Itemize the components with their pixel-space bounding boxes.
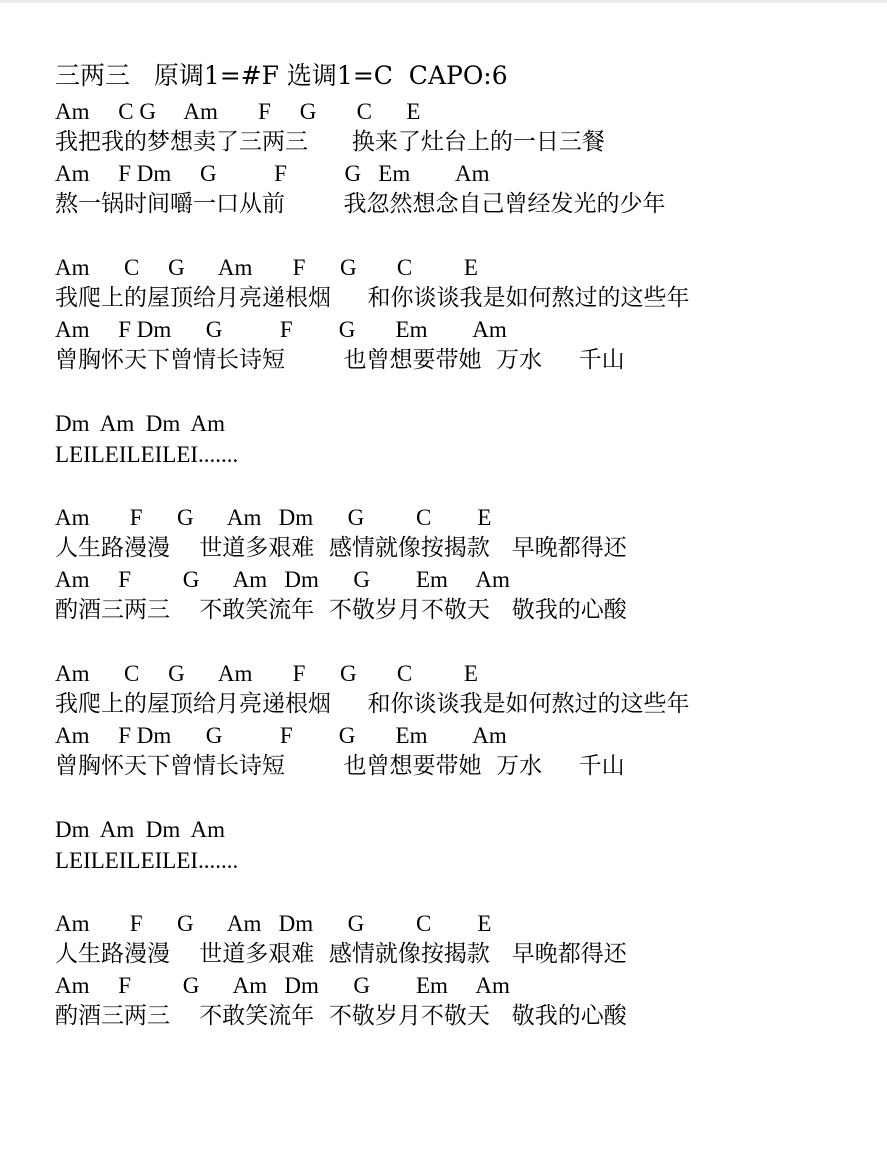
- section-gap: [55, 876, 875, 908]
- lyric-line: 曾胸怀天下曾情长诗短 也曾想要带她 万水 千山: [55, 753, 625, 779]
- song-title: 三两三 原调1=#F 选调1=C CAPO:6: [55, 61, 508, 90]
- section-gap: [55, 376, 875, 408]
- section-gap: [55, 470, 875, 502]
- section-gap: [55, 626, 875, 658]
- chord-line: Am F Dm G F G Em Am: [55, 723, 507, 748]
- lyric-line: 熬一锅时间嚼一口从前 我忽然想念自己曾经发光的少年: [55, 191, 666, 217]
- chord-line: Dm Am Dm Am: [55, 817, 225, 842]
- chord-line: Am F G Am Dm G C E: [55, 911, 492, 936]
- chord-line: Am F G Am Dm G C E: [55, 505, 492, 530]
- lyric-line: 曾胸怀天下曾情长诗短 也曾想要带她 万水 千山: [55, 347, 625, 373]
- chord-line: Am C G Am F G C E: [55, 255, 478, 280]
- lyric-line: LEILEILEILEI.......: [55, 848, 239, 873]
- chord-line: Am C G Am F G C E: [55, 99, 421, 124]
- lyric-line: 酌酒三两三 不敢笑流年 不敬岁月不敬天 敬我的心酸: [55, 1003, 627, 1029]
- chord-sheet: [55, 56, 875, 1032]
- lyric-line: 人生路漫漫 世道多艰难 感情就像按揭款 早晚都得还: [55, 535, 627, 561]
- chord-line: Am C G Am F G C E: [55, 661, 478, 686]
- chord-line: Am F G Am Dm G Em Am: [55, 567, 510, 592]
- lyric-line: 酌酒三两三 不敢笑流年 不敬岁月不敬天 敬我的心酸: [55, 597, 627, 623]
- lyric-line: 我把我的梦想卖了三两三 换来了灶台上的一日三餐: [55, 129, 605, 155]
- chord-line: Am F G Am Dm G Em Am: [55, 973, 510, 998]
- chord-line: Am F Dm G F G Em Am: [55, 317, 507, 342]
- chord-line: Am F Dm G F G Em Am: [55, 161, 490, 186]
- lyric-line: 我爬上的屋顶给月亮递根烟 和你谈谈我是如何熬过的这些年: [55, 691, 690, 717]
- top-edge-bar: [0, 0, 887, 3]
- lyric-line: 人生路漫漫 世道多艰难 感情就像按揭款 早晚都得还: [55, 941, 627, 967]
- lyric-line: LEILEILEILEI.......: [55, 442, 239, 467]
- lyric-line: 我爬上的屋顶给月亮递根烟 和你谈谈我是如何熬过的这些年: [55, 285, 690, 311]
- section-gap: [55, 220, 875, 252]
- section-gap: [55, 782, 875, 814]
- chord-line: Dm Am Dm Am: [55, 411, 225, 436]
